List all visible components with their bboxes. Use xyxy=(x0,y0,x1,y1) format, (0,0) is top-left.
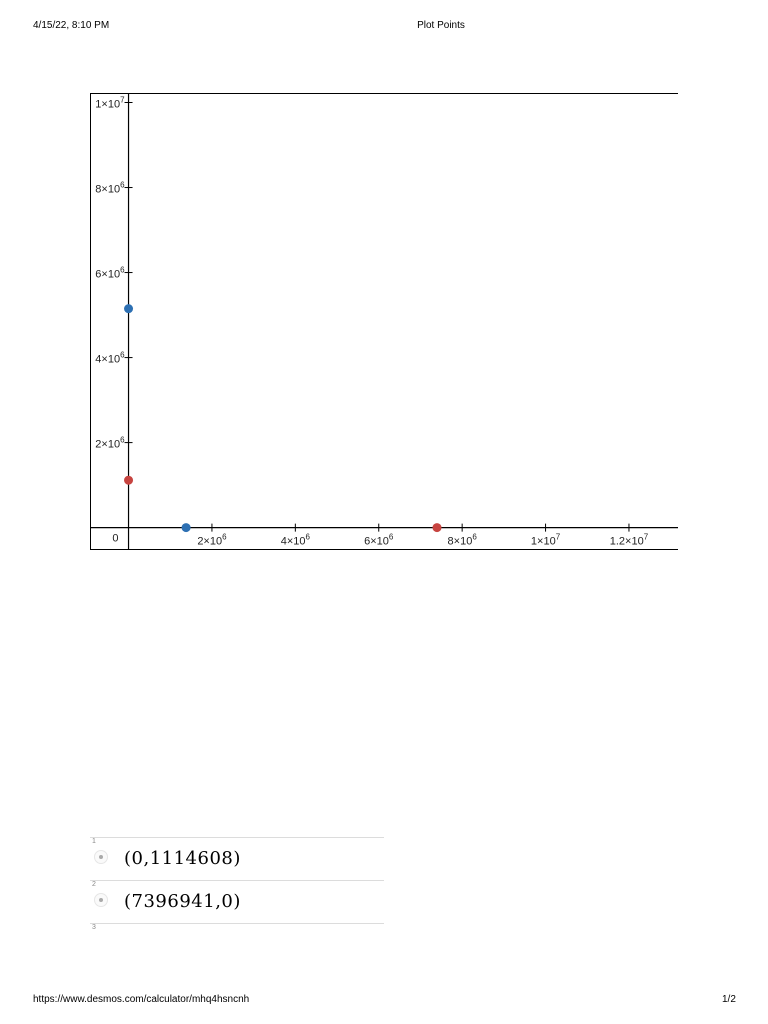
y-tick-label: $6\times 10^6$ xyxy=(95,265,125,281)
print-date: 4/15/22, 8:10 PM xyxy=(33,20,110,31)
point-style-icon[interactable] xyxy=(94,850,108,864)
y-tick-label: $8\times 10^6$ xyxy=(95,180,125,196)
expression-row[interactable] xyxy=(90,837,384,880)
scatter-plot[interactable] xyxy=(91,94,678,550)
page-url: https://www.desmos.com/calculator/mhq4hsncnh xyxy=(33,994,250,1005)
x-tick-label: $4\times 10^6$ xyxy=(280,532,310,548)
x-tick-label: $6\times 10^6$ xyxy=(364,532,394,548)
expression-row[interactable] xyxy=(90,880,384,923)
y-tick-label: $4\times 10^6$ xyxy=(95,350,125,366)
page-title: Plot Points xyxy=(417,20,465,31)
data-point xyxy=(124,476,133,485)
point-style-icon[interactable] xyxy=(94,893,108,907)
origin-label: 0 xyxy=(112,532,119,545)
data-point xyxy=(433,523,442,532)
expression-list xyxy=(90,837,384,932)
expression-index: 3 xyxy=(92,924,96,931)
page-number: 1/2 xyxy=(722,994,736,1005)
x-tick-label: $1\times 10^7$ xyxy=(530,532,561,548)
expression-index: 2 xyxy=(92,881,96,888)
graph-paper[interactable] xyxy=(90,93,678,550)
data-point xyxy=(124,304,133,313)
expression-text[interactable]: (7396941,0) xyxy=(124,891,241,912)
y-tick-label: $2\times 10^6$ xyxy=(95,435,125,451)
expression-row-empty[interactable] xyxy=(90,923,384,932)
y-tick-label: $1\times 10^7$ xyxy=(95,95,125,111)
expression-index: 1 xyxy=(92,838,96,845)
x-tick-label: $1.2\times 10^7$ xyxy=(609,532,649,548)
x-tick-label: $2\times 10^6$ xyxy=(197,532,227,548)
data-point xyxy=(182,523,191,532)
expression-text[interactable]: (0,1114608) xyxy=(124,848,241,869)
x-tick-label: $8\times 10^6$ xyxy=(447,532,477,548)
